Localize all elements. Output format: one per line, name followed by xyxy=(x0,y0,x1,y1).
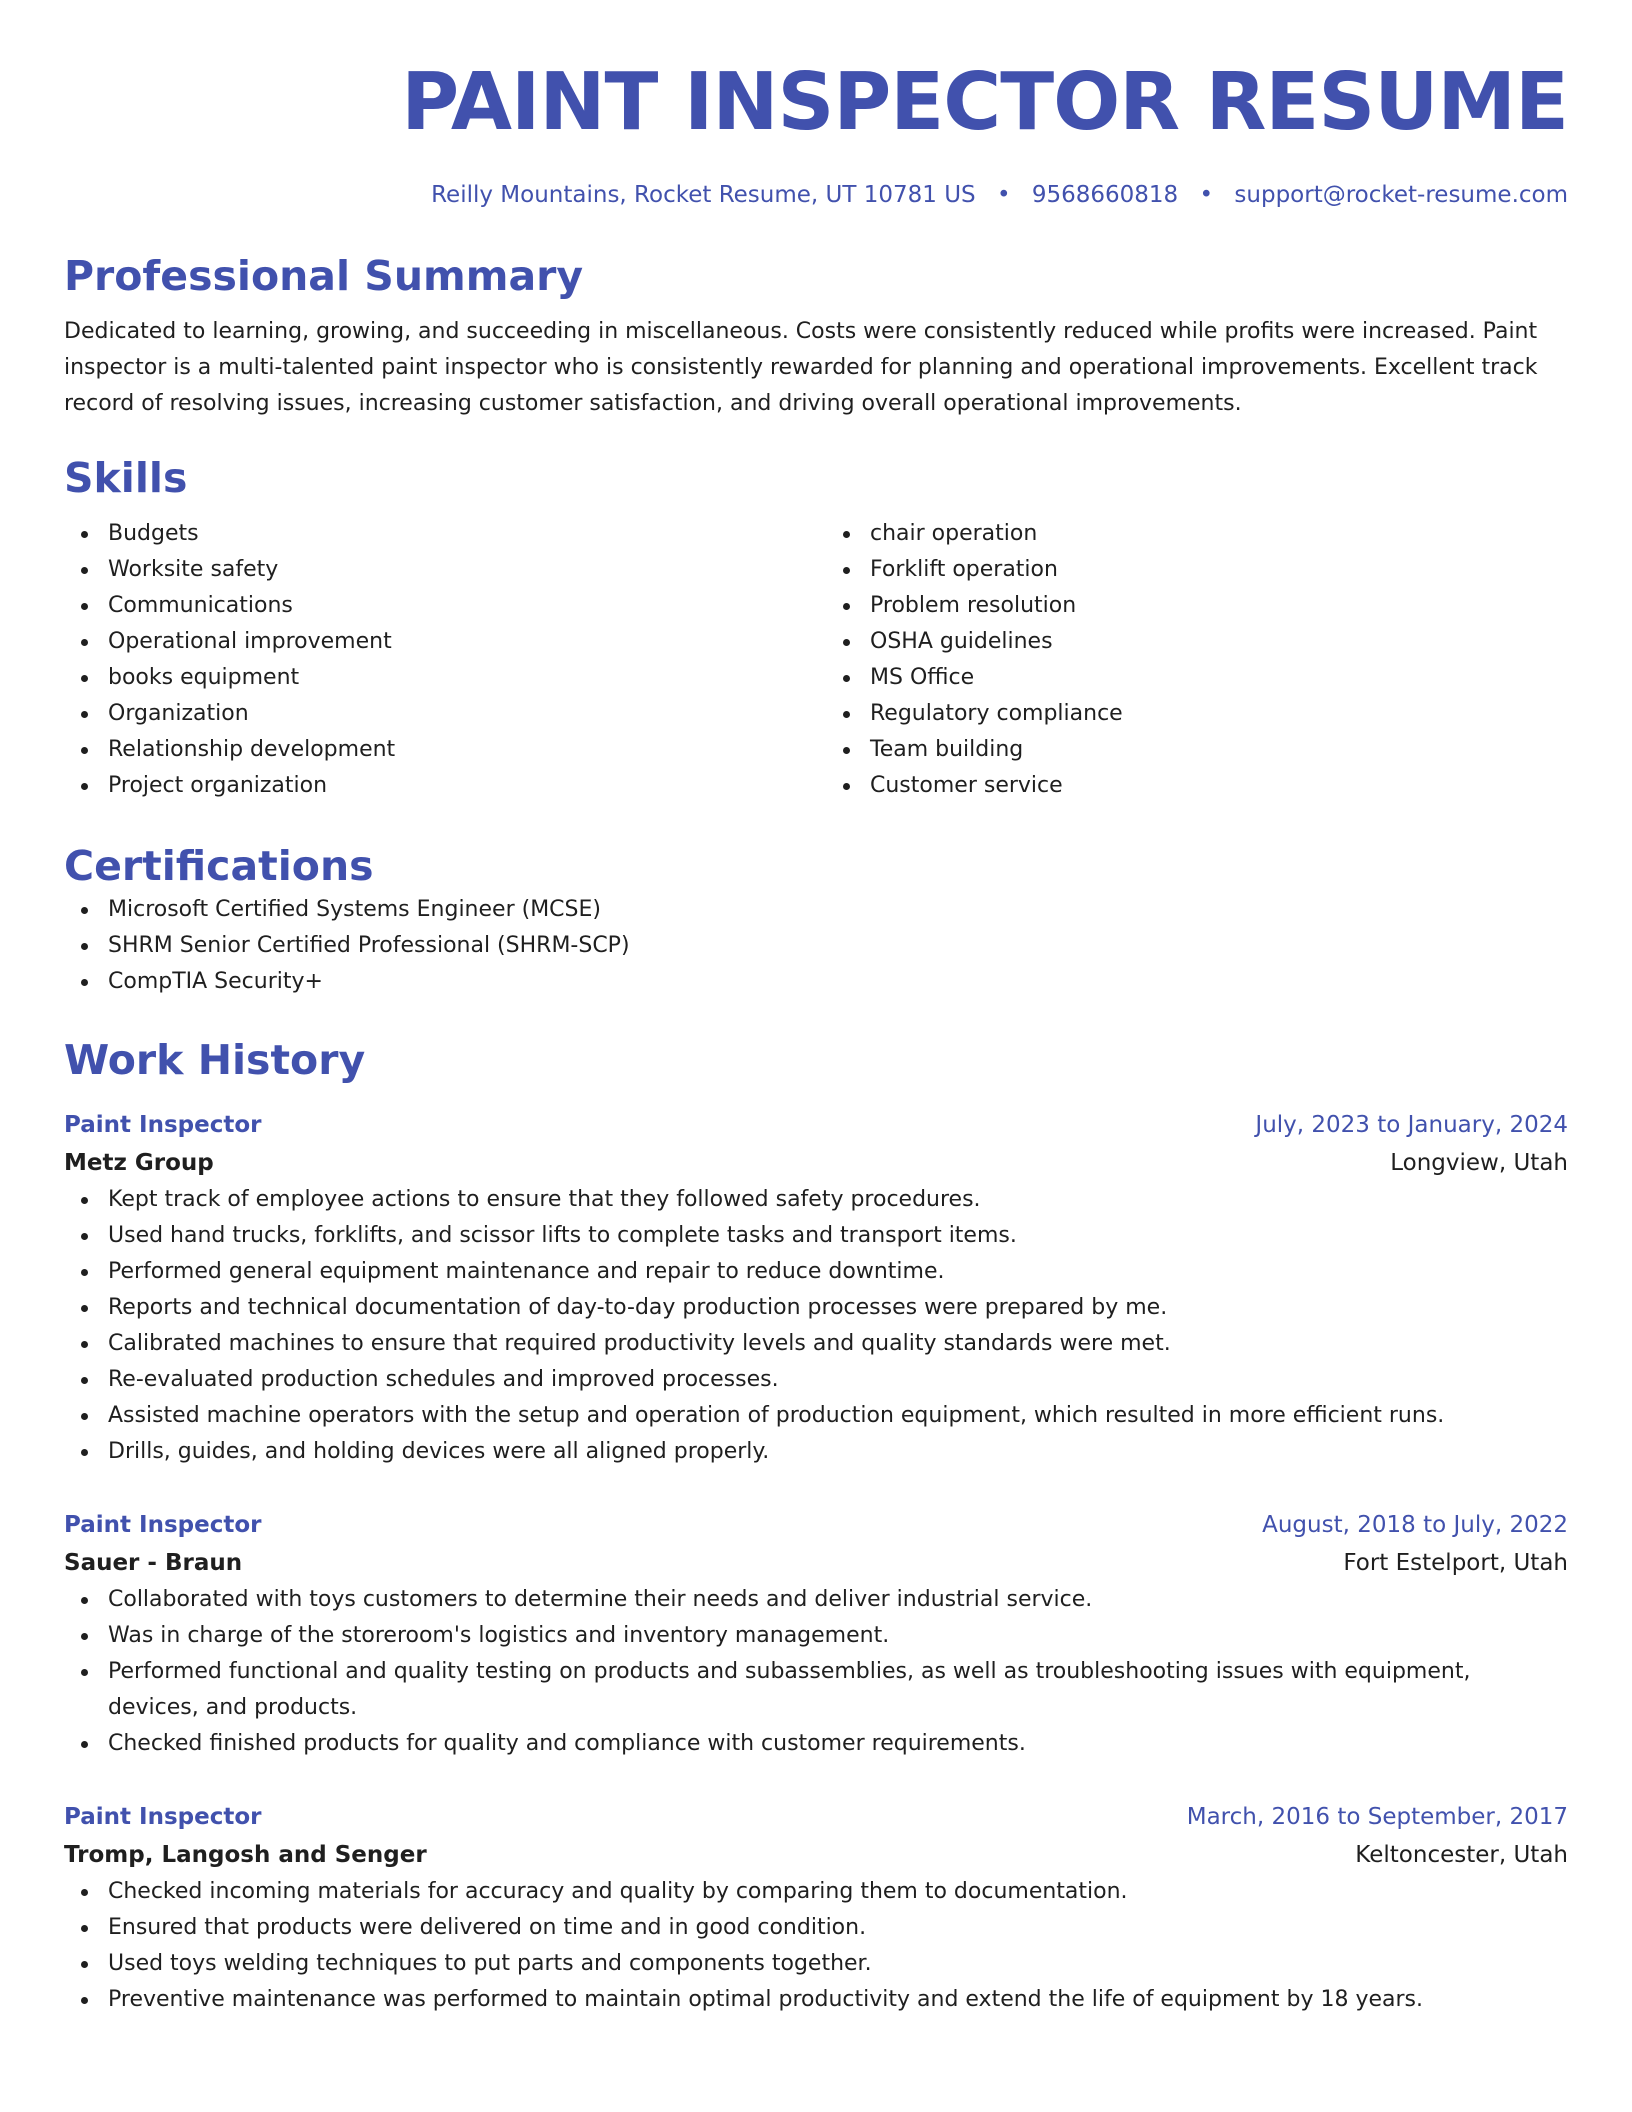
contact-line xyxy=(64,178,1568,212)
contact-separator: • xyxy=(1199,182,1214,208)
job-company: Tromp, Langosh and Senger xyxy=(64,1842,427,1868)
skill-item: Worksite safety xyxy=(64,552,806,588)
job-bullet: Used hand trucks, forklifts, and scissor lifts to complete tasks and transport items. xyxy=(64,1218,1568,1254)
job-bullet: Ensured that products were delivered on time and in good condition. xyxy=(64,1910,1568,1946)
skills-heading: Skills xyxy=(64,454,188,502)
skills-list-left xyxy=(64,516,806,804)
skill-item: Organization xyxy=(64,696,806,732)
certification-item: Microsoft Certified Systems Engineer (MCSE) xyxy=(64,892,1568,928)
certification-item: SHRM Senior Certified Professional (SHRM-SCP) xyxy=(64,928,1568,964)
resume-page xyxy=(64,50,1568,2018)
skill-item: Relationship development xyxy=(64,732,806,768)
job-dates: March, 2016 to September, 2017 xyxy=(1186,1804,1568,1830)
job-bullet: Re-evaluated production schedules and improved processes. xyxy=(64,1362,1568,1398)
job-location: Keltoncester, Utah xyxy=(1355,1842,1568,1868)
job-location: Longview, Utah xyxy=(1390,1150,1568,1176)
job-company: Metz Group xyxy=(64,1150,214,1176)
job-bullet: Was in charge of the storeroom's logistics and inventory management. xyxy=(64,1618,1568,1654)
skill-item: MS Office xyxy=(826,660,1568,696)
contact-email: support@rocket-resume.com xyxy=(1234,182,1568,208)
job-bullet: Collaborated with toys customers to determine their needs and deliver industrial service. xyxy=(64,1582,1568,1618)
skill-item: Regulatory compliance xyxy=(826,696,1568,732)
job-company: Sauer - Braun xyxy=(64,1550,243,1576)
skill-item: Forklift operation xyxy=(826,552,1568,588)
job-entry xyxy=(64,1798,1568,2018)
job-bullet: Assisted machine operators with the setup and operation of production equipment, which resulted in more efficient runs. xyxy=(64,1398,1568,1434)
work-history-heading: Work History xyxy=(64,1036,366,1084)
job-bullet: Checked finished products for quality and compliance with customer requirements. xyxy=(64,1726,1568,1762)
job-bullets xyxy=(64,1182,1568,1470)
skill-item: Customer service xyxy=(826,768,1568,804)
job-bullet: Kept track of employee actions to ensure that they followed safety procedures. xyxy=(64,1182,1568,1218)
job-bullet: Checked incoming materials for accuracy and quality by comparing them to documentation. xyxy=(64,1874,1568,1910)
resume-title: PAINT INSPECTOR RESUME xyxy=(401,56,1568,148)
job-bullet: Preventive maintenance was performed to maintain optimal productivity and extend the life of equipment by 18 years. xyxy=(64,1982,1568,2018)
job-dates: August, 2018 to July, 2022 xyxy=(1262,1512,1568,1538)
skill-item: Project organization xyxy=(64,768,806,804)
job-bullets xyxy=(64,1582,1568,1762)
job-dates: July, 2023 to January, 2024 xyxy=(1255,1112,1568,1138)
skill-item: Budgets xyxy=(64,516,806,552)
job-bullet: Drills, guides, and holding devices were all aligned properly. xyxy=(64,1434,1568,1470)
job-entry xyxy=(64,1106,1568,1470)
skill-item: OSHA guidelines xyxy=(826,624,1568,660)
certifications-heading: Certifications xyxy=(64,842,374,890)
job-bullet: Calibrated machines to ensure that required productivity levels and quality standards were met. xyxy=(64,1326,1568,1362)
summary-heading: Professional Summary xyxy=(64,252,584,300)
job-bullet: Reports and technical documentation of day-to-day production processes were prepared by me. xyxy=(64,1290,1568,1326)
skill-item: Communications xyxy=(64,588,806,624)
certification-item: CompTIA Security+ xyxy=(64,964,1568,1000)
job-title: Paint Inspector xyxy=(64,1512,262,1538)
skill-item: Problem resolution xyxy=(826,588,1568,624)
skill-item: Operational improvement xyxy=(64,624,806,660)
contact-phone: 9568660818 xyxy=(1031,182,1179,208)
job-bullet: Performed functional and quality testing on products and subassemblies, as well as troubleshooting issues with equipment, devices, and products. xyxy=(64,1654,1568,1726)
job-bullet: Used toys welding techniques to put parts and components together. xyxy=(64,1946,1568,1982)
job-bullets xyxy=(64,1874,1568,2018)
job-bullet: Performed general equipment maintenance and repair to reduce downtime. xyxy=(64,1254,1568,1290)
skills-grid xyxy=(64,516,1568,804)
job-title: Paint Inspector xyxy=(64,1112,262,1138)
summary-text: Dedicated to learning, growing, and succeeding in miscellaneous. Costs were consistently reduced while profits were increased. Paint inspector is a multi-talented paint inspector who is consistently rewarded for planning and operational improvements. Excellent track record of resolving issues, increasing customer satisfaction, and driving overall operational improvements. xyxy=(64,319,1538,416)
contact-separator: • xyxy=(996,182,1011,208)
job-entry xyxy=(64,1506,1568,1762)
skill-item: books equipment xyxy=(64,660,806,696)
certifications-list xyxy=(64,892,1568,1000)
skill-item: Team building xyxy=(826,732,1568,768)
job-location: Fort Estelport, Utah xyxy=(1343,1550,1568,1576)
job-title: Paint Inspector xyxy=(64,1804,262,1830)
skill-item: chair operation xyxy=(826,516,1568,552)
skills-list-right xyxy=(826,516,1568,804)
contact-address: Reilly Mountains, Rocket Resume, UT 10781 US xyxy=(431,182,976,208)
